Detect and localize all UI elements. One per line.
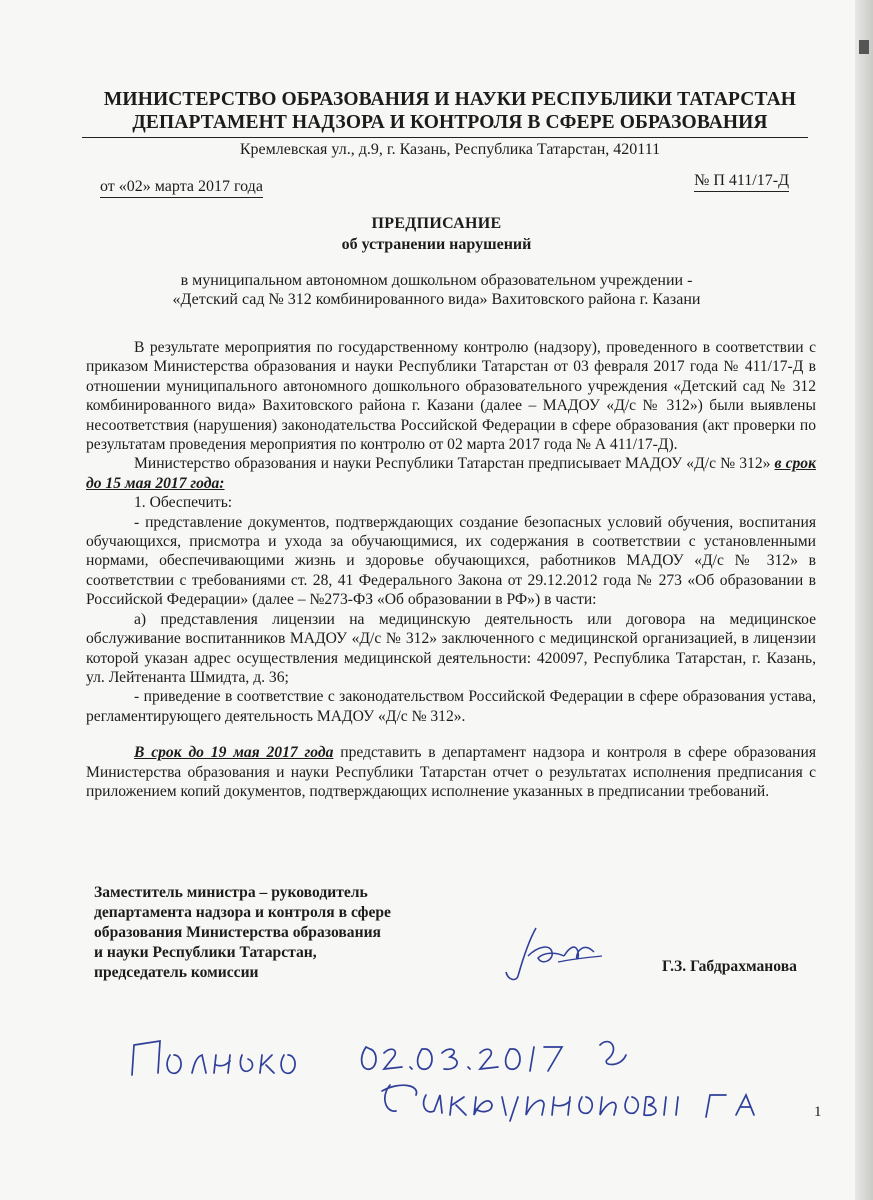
address-line: Кремлевская ул., д.9, г. Казань, Республика Татарстан, 420111: [239, 141, 661, 158]
signer-block: [94, 883, 391, 983]
deadline-may-15: в срок до 15 мая 2017 года:: [86, 455, 816, 492]
document-subtitle: об устранении нарушений: [341, 236, 532, 253]
document-date: от «02» марта 2017 года: [100, 178, 263, 198]
page-number: 1: [814, 1104, 822, 1120]
paragraph-order: [86, 454, 816, 493]
signer-line-2: департамента надзора и контроля в сфере: [94, 904, 391, 921]
paragraph-license: а) представления лицензии на медицинскую деятельность или договора на медицинское обслуживание воспитанников МАДОУ «Д/с № 312» заключенного с медицинской организацией, в лицензии которой указан адрес осуществления медицинской деятельности: 420097, Республика Татарстан, г. Казань, ул. Лейтенанта Шмидта, д. 36;: [86, 610, 816, 686]
paragraph-charter: - приведение в соответствие с законодательством Российской Федерации в сфере образования устава, регламентирующего деятельность МАДОУ «Д/с № 312».: [86, 688, 816, 725]
handwritten-receipt-note: [130, 1025, 770, 1125]
signer-name: Г.З. Габдрахманова: [662, 958, 797, 975]
signer-line-5: председатель комиссии: [94, 964, 259, 981]
signature-mark: [498, 922, 608, 988]
signer-line-3: образования Министерства образования: [94, 924, 381, 941]
document-number: № П 411/17-Д: [694, 172, 789, 192]
signer-line-1: Заместитель министра – руководитель: [94, 884, 368, 901]
scan-edge: [855, 0, 873, 1200]
paragraph-findings: В результате мероприятия по государственному контролю (надзору), проведенного в соответствии с приказом Министерства образования и науки Республики Татарстан от 03 февраля 2017 года № 411/17-Д в отношении муниципального автономного дошкольного образовательного учреждения «Детский сад № 312 комбинированного вида» Вахитовского района г. Казани (далее – МАДОУ «Д/с № 312») были выявлены несоответствия (нарушения) законодательства Российской Федерации в сфере образования (акт проверки по результатам проведения мероприятия по контролю от 02 марта 2017 года № А 411/17-Д).: [86, 339, 816, 454]
paragraph-report: [86, 743, 816, 801]
institution-line-2: «Детский сад № 312 комбинированного вида» Вахитовского района г. Казани: [172, 291, 701, 308]
deadline-may-19: В срок до 19 мая 2017 года: [134, 744, 334, 762]
ministry-heading: МИНИСТЕРСТВО ОБРАЗОВАНИЯ И НАУКИ РЕСПУБЛИКИ ТАТАРСТАН: [103, 89, 797, 110]
signer-line-4: и науки Республики Татарстан,: [94, 944, 317, 961]
institution-line-1: в муниципальном автономном дошкольном образовательном учреждении -: [180, 272, 693, 289]
document-title: ПРЕДПИСАНИЕ: [371, 215, 502, 232]
paragraph-documents: - представление документов, подтверждающих создание безопасных условий обучения, воспитания обучающихся, присмотра и ухода за обучающимися, их содержания в соответствии с установленными нормами, обеспечивающими жизнь и здоровье обучающихся, работников МАДОУ «Д/с № 312» в соответствии с требованиями ст. 28, 41 Федерального Закона от 29.12.2012 года № 273 «Об образовании в Российской Федерации» (далее – №273-ФЗ «Об образовании в РФ») в части:: [86, 513, 816, 609]
scan-mark: [859, 40, 869, 54]
department-heading: ДЕПАРТАМЕНТ НАДЗОРА И КОНТРОЛЯ В СФЕРЕ ОБРАЗОВАНИЯ: [132, 112, 768, 133]
order-lead: Министерство образования и науки Республики Татарстан предписывает МАДОУ «Д/с № 312»: [134, 455, 771, 473]
document-body: [86, 338, 816, 801]
header-divider: [82, 137, 808, 138]
report-text: представить в департамент надзора и контроля в сфере образования Министерства образования и науки Республики Татарстан отчет о результатах исполнения предписания с приложением копий документов, подтверждающих исполнение указанных в предписании требований.: [86, 744, 816, 800]
list-item-ensure: 1. Обеспечить:: [134, 494, 233, 512]
